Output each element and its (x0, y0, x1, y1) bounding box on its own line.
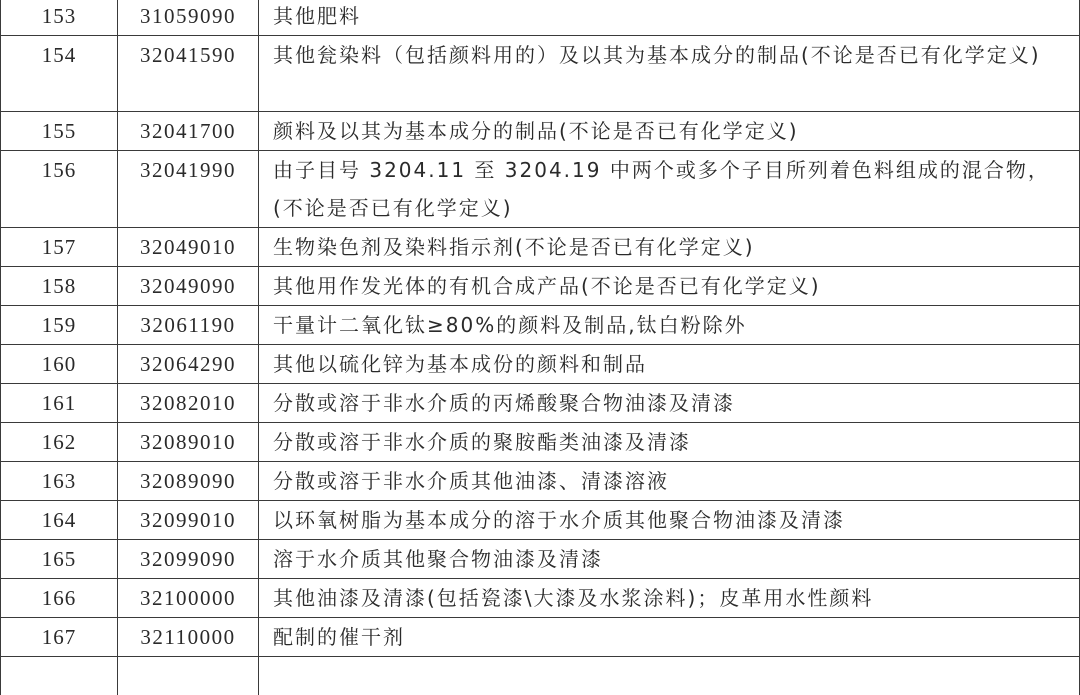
tariff-code: 32049090 (118, 267, 259, 306)
product-description: 分散或溶于非水介质其他油漆、清漆溶液 (259, 462, 1080, 501)
product-description: 配制的催干剂 (259, 618, 1080, 657)
product-description: 颜料及以其为基本成分的制品(不论是否已有化学定义) (259, 112, 1080, 151)
table-row-partial (1, 657, 1080, 695)
table-row (1, 228, 1080, 267)
product-description: 以环氧树脂为基本成分的溶于水介质其他聚合物油漆及清漆 (259, 501, 1080, 540)
table-row (1, 112, 1080, 151)
product-description: 干量计二氧化钛≥80%的颜料及制品,钛白粉除外 (259, 306, 1080, 345)
product-description: 其他瓮染料（包括颜料用的）及以其为基本成分的制品(不论是否已有化学定义) (259, 36, 1080, 112)
product-description: 生物染色剂及染料指示剂(不论是否已有化学定义) (259, 228, 1080, 267)
table-row (1, 501, 1080, 540)
tariff-code: 32041700 (118, 112, 259, 151)
row-number: 160 (1, 345, 118, 384)
table-row (1, 618, 1080, 657)
product-description: 其他用作发光体的有机合成产品(不论是否已有化学定义) (259, 267, 1080, 306)
row-number: 156 (1, 151, 118, 228)
tariff-code: 32049010 (118, 228, 259, 267)
product-description: 由子目号 3204.11 至 3204.19 中两个或多个子目所列着色料组成的混合物，(不论是否已有化学定义) (259, 151, 1080, 228)
empty-cell (259, 657, 1080, 695)
tariff-code: 32099090 (118, 540, 259, 579)
row-number: 161 (1, 384, 118, 423)
table-row (1, 462, 1080, 501)
product-description: 其他油漆及清漆(包括瓷漆\大漆及水浆涂料)；皮革用水性颜料 (259, 579, 1080, 618)
table-row (1, 384, 1080, 423)
empty-cell (118, 657, 259, 695)
tariff-code: 32110000 (118, 618, 259, 657)
row-number: 155 (1, 112, 118, 151)
tariff-code: 31059090 (118, 0, 259, 36)
row-number: 154 (1, 36, 118, 112)
table-row (1, 579, 1080, 618)
empty-cell (1, 657, 118, 695)
table-body (1, 0, 1080, 695)
table-row (1, 151, 1080, 228)
row-number: 163 (1, 462, 118, 501)
table-row (1, 345, 1080, 384)
tariff-code: 32089090 (118, 462, 259, 501)
tariff-code: 32082010 (118, 384, 259, 423)
product-description: 其他以硫化锌为基本成份的颜料和制品 (259, 345, 1080, 384)
product-description: 其他肥料 (259, 0, 1080, 36)
row-number: 166 (1, 579, 118, 618)
product-description: 分散或溶于非水介质的丙烯酸聚合物油漆及清漆 (259, 384, 1080, 423)
tariff-code: 32041590 (118, 36, 259, 112)
row-number: 165 (1, 540, 118, 579)
product-description: 溶于水介质其他聚合物油漆及清漆 (259, 540, 1080, 579)
tariff-code: 32100000 (118, 579, 259, 618)
table-row (1, 540, 1080, 579)
table-row (1, 306, 1080, 345)
row-number: 159 (1, 306, 118, 345)
row-number: 162 (1, 423, 118, 462)
table-row (1, 36, 1080, 112)
tariff-code: 32064290 (118, 345, 259, 384)
row-number: 164 (1, 501, 118, 540)
tariff-code: 32061190 (118, 306, 259, 345)
tariff-code: 32099010 (118, 501, 259, 540)
row-number: 153 (1, 0, 118, 36)
row-number: 158 (1, 267, 118, 306)
table-row (1, 267, 1080, 306)
row-number: 157 (1, 228, 118, 267)
table-row (1, 0, 1080, 36)
table-row (1, 423, 1080, 462)
product-description: 分散或溶于非水介质的聚胺酯类油漆及清漆 (259, 423, 1080, 462)
tariff-code: 32089010 (118, 423, 259, 462)
row-number: 167 (1, 618, 118, 657)
tariff-code: 32041990 (118, 151, 259, 228)
